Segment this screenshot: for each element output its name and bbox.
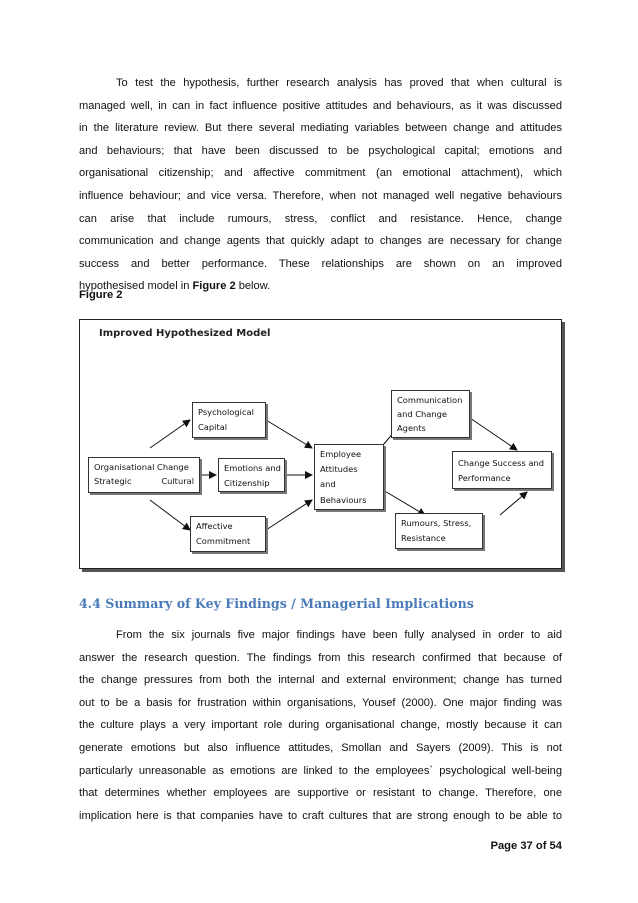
node-emotions-line: Emotions and: [224, 463, 281, 473]
node-emotions-citizenship: [218, 458, 285, 492]
node-communication-line: Communication: [397, 395, 463, 405]
node-communication-agents: [391, 390, 470, 438]
intro-line: influence behaviour; and vice versa. Therefore, when not managed well negative behaviours: [79, 189, 562, 202]
node-affective-line: Affective: [196, 521, 233, 531]
intro-line-last: [79, 275, 562, 298]
node-organisational-change: [88, 457, 200, 493]
node-success-line: Performance: [458, 473, 511, 483]
diagram-title: Improved Hypothesized Model: [99, 328, 271, 339]
arrow-affective-to-employee: [266, 500, 312, 530]
node-rumours-line: Rumours, Stress,: [401, 518, 472, 528]
node-rumours-line: Resistance: [401, 533, 446, 543]
findings-line: answer the research question. The findings from this research confirmed that because of: [79, 651, 562, 664]
intro-line: can arise that include rumours, stress, conflict and resistance. Hence, change: [79, 212, 562, 225]
intro-paragraph: [79, 72, 562, 298]
intro-line: organisational citizenship; and affective commitment (an emotional attachment), which: [79, 167, 562, 180]
arrow-org-to-affective: [150, 500, 190, 530]
findings-line: generate emotions but also influence attitudes, Smollan and Sayers (2009). This is not: [79, 741, 562, 754]
intro-line: and behaviours; that have been discussed to be psychological capital; emotions and: [79, 144, 562, 157]
node-emotions-line: Citizenship: [224, 478, 270, 488]
findings-paragraph: [79, 624, 562, 827]
findings-line: the change pressures from both the internal and external environment; change has turned: [79, 674, 562, 687]
node-psychological-capital: [192, 402, 266, 438]
arrow-employee-to-rumours: [383, 490, 425, 515]
node-communication-line: Agents: [397, 423, 426, 433]
node-rumours-stress: [395, 513, 483, 549]
intro-last-prefix: hypothesised model in: [79, 280, 193, 293]
intro-line: success and better performance. These relationships are shown on an improved: [79, 257, 562, 270]
intro-line: To test the hypothesis, further research analysis has proved that when cultural is: [116, 77, 562, 89]
node-org-strategic: Strategic: [94, 476, 132, 486]
arrow-communication-to-success: [470, 418, 517, 450]
node-org-cultural: Cultural: [161, 476, 194, 486]
node-employee-line: and: [320, 479, 336, 490]
arrow-psych-to-employee: [266, 420, 312, 448]
findings-line: out to be a basis for frustration within organisations, Yousef (2000). One major finding was: [79, 696, 562, 709]
node-change-success: [452, 451, 552, 489]
intro-line: managed well, in can in fact influence positive attitudes and behaviours, as it was discussed: [79, 99, 562, 112]
intro-last-suffix: below.: [235, 280, 271, 293]
page-number: Page 37 of 54: [490, 840, 562, 852]
node-psych-line: Psychological: [198, 407, 254, 417]
node-org-label: Organisational Change: [94, 462, 189, 472]
intro-line: in the literature review. But there several mediating variables between change and attitudes: [79, 122, 562, 135]
node-org-sub: [94, 474, 194, 488]
findings-line: From the six journals five major findings have been fully analysed in order to aid: [116, 629, 562, 641]
node-affective-line: Commitment: [196, 536, 251, 546]
node-employee-line: Employee: [320, 449, 362, 459]
figure-reference: Figure 2: [192, 280, 236, 293]
node-affective-commitment: [190, 516, 266, 552]
figure-label: Figure 2: [79, 289, 123, 301]
hypothesized-model-diagram: [79, 319, 562, 569]
findings-line: that determines whether employees are supportive or resistant to change. Therefore, one: [79, 787, 562, 800]
arrow-rumours-to-success: [500, 492, 527, 515]
arrow-org-to-psych: [150, 420, 190, 448]
node-employee-line: Behaviours: [320, 494, 367, 505]
node-psych-line: Capital: [198, 422, 228, 432]
findings-line: particularly unreasonable as emotions are linked to the employees` psychological well-being: [79, 764, 562, 777]
intro-line: communication and change agents that quickly adapt to changes are necessary for change: [79, 235, 562, 248]
section-heading: 4.4 Summary of Key Findings / Managerial Implications: [79, 596, 474, 611]
findings-line: the culture plays a very important role during organisational change, mostly because it can: [79, 719, 562, 732]
node-success-line: Change Success and: [458, 458, 545, 468]
findings-line: implication here is that companies have to craft cultures that are strong enough to be able to: [79, 809, 562, 822]
node-employee-line: Attitudes: [320, 464, 358, 475]
node-employee-attitudes: [314, 444, 384, 510]
node-communication-line: and Change: [397, 409, 448, 419]
